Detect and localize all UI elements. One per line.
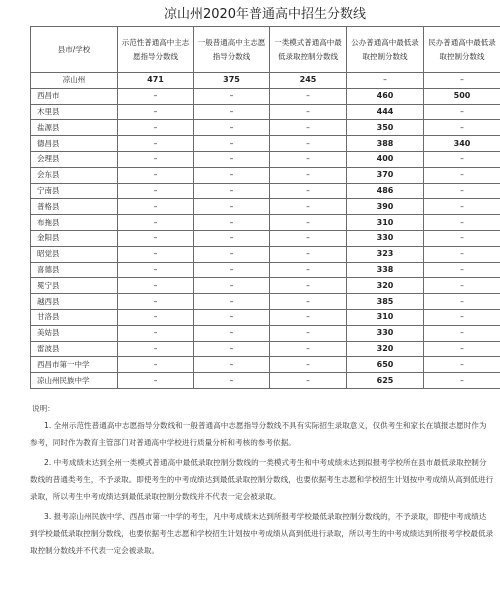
score-cell: – — [424, 73, 500, 89]
score-cell: – — [194, 341, 270, 357]
score-cell: – — [194, 136, 270, 152]
score-cell: – — [424, 246, 500, 262]
score-cell: – — [194, 262, 270, 278]
score-cell: – — [270, 120, 347, 136]
score-cell: – — [424, 357, 500, 373]
table-row — [31, 88, 500, 104]
score-cell: – — [424, 215, 500, 231]
score-cell: 486 — [347, 183, 424, 199]
note-item: 2. 中考成绩未达到全州一类模式普通高中最低录取控制分数线的一类模式考生和中考成绩未达到拟报考学校所在县市最低录取控制分数线的普通类考生，不予录取。即使考生的中考成绩达到最低录取控制分数线，也要依据考生志愿和学校招生计划按中考成绩从高到低进行录取，所以考生中考成绩达到最低录取控制分数线并不代表一定会被录取。 — [30, 458, 494, 501]
table-row — [31, 341, 500, 357]
score-cell: 320 — [347, 278, 424, 294]
score-cell: – — [118, 88, 194, 104]
score-cell: 320 — [347, 341, 424, 357]
score-cell: 471 — [118, 73, 194, 89]
score-cell: – — [118, 278, 194, 294]
score-cell: – — [424, 341, 500, 357]
score-cell: 310 — [347, 309, 424, 325]
score-cell: – — [194, 151, 270, 167]
score-cell: – — [270, 215, 347, 231]
score-cell: – — [194, 294, 270, 310]
score-cell: 330 — [347, 325, 424, 341]
score-cell: – — [424, 325, 500, 341]
table-row — [31, 199, 500, 215]
score-cell: – — [270, 325, 347, 341]
score-cell: – — [118, 167, 194, 183]
score-cell: 330 — [347, 230, 424, 246]
score-cell: – — [118, 215, 194, 231]
header-cell-private-high-school: 民办普通高中最低录取控制分数线 — [424, 27, 500, 73]
row-name-cell: 凉山州 — [31, 73, 118, 89]
score-cell: – — [424, 262, 500, 278]
row-name-cell: 西昌市第一中学 — [31, 357, 118, 373]
table-row — [31, 136, 500, 152]
score-cell: – — [194, 215, 270, 231]
score-cell: – — [270, 262, 347, 278]
score-cell: 340 — [424, 136, 500, 152]
score-cell: – — [118, 341, 194, 357]
score-cell: – — [270, 373, 347, 389]
notes-lead: 说明： — [32, 404, 55, 413]
page-title: 凉山州2020年普通高中招生分数线 — [163, 7, 367, 22]
table-row — [31, 151, 500, 167]
row-name-cell: 盐源县 — [31, 120, 118, 136]
table-row — [31, 230, 500, 246]
note-item: 3. 报考凉山州民族中学、西昌市第一中学的考生，凡中考成绩未达到所报考学校最低录取控制分数线的，不予录取，即使中考成绩达到学校最低录取控制分数线，也要依据考生志愿和学校招生计划按中考成绩从高到低进行录取，所以考生的中考成绩达到所报考学校最低录取控制分数线并不代表一定会被录取。 — [30, 512, 494, 555]
score-cell: – — [118, 246, 194, 262]
score-cell: – — [194, 167, 270, 183]
table-body — [31, 73, 500, 389]
score-cell: – — [194, 199, 270, 215]
score-cell: 385 — [347, 294, 424, 310]
table-row — [31, 325, 500, 341]
score-cell: 375 — [194, 73, 270, 89]
score-cell: – — [194, 230, 270, 246]
score-cell: – — [270, 294, 347, 310]
score-cell: 245 — [270, 73, 347, 89]
score-cell: – — [270, 167, 347, 183]
header-cell-class-one-mode: 一类模式普通高中最低录取控制分数线 — [270, 27, 347, 73]
row-name-cell: 布拖县 — [31, 215, 118, 231]
row-name-cell: 宁南县 — [31, 183, 118, 199]
row-name-cell: 金阳县 — [31, 230, 118, 246]
score-cell: 400 — [347, 151, 424, 167]
score-cell: – — [270, 183, 347, 199]
header-cell-public-high-school: 公办普通高中最低录取控制分数线 — [347, 27, 424, 73]
score-cell: – — [118, 262, 194, 278]
row-name-cell: 会东县 — [31, 167, 118, 183]
score-cell: 370 — [347, 167, 424, 183]
score-cell: 388 — [347, 136, 424, 152]
score-cell: – — [270, 151, 347, 167]
row-name-cell: 喜德县 — [31, 262, 118, 278]
score-cell: – — [270, 230, 347, 246]
score-cell: 650 — [347, 357, 424, 373]
header-cell-demo-high-school: 示范性普通高中主志愿指导分数线 — [118, 27, 194, 73]
table-row — [31, 262, 500, 278]
table-row — [31, 104, 500, 120]
score-cell: 323 — [347, 246, 424, 262]
row-name-cell: 甘洛县 — [31, 309, 118, 325]
score-cell: – — [118, 120, 194, 136]
row-name-cell: 普格县 — [31, 199, 118, 215]
row-name-cell: 雷波县 — [31, 341, 118, 357]
row-name-cell: 德昌县 — [31, 136, 118, 152]
score-cell: – — [270, 357, 347, 373]
table-row — [31, 357, 500, 373]
score-cell: – — [118, 183, 194, 199]
row-name-cell: 越西县 — [31, 294, 118, 310]
score-cell: – — [424, 373, 500, 389]
row-name-cell: 会理县 — [31, 151, 118, 167]
score-cell: – — [194, 183, 270, 199]
score-cell: – — [270, 278, 347, 294]
score-cell: – — [424, 104, 500, 120]
table-row — [31, 373, 500, 389]
score-cell: – — [118, 325, 194, 341]
table-row — [31, 309, 500, 325]
score-cell: – — [424, 167, 500, 183]
score-cell: – — [118, 230, 194, 246]
score-cell: – — [118, 104, 194, 120]
score-cell: – — [118, 199, 194, 215]
table-row — [31, 246, 500, 262]
score-cell: 390 — [347, 199, 424, 215]
score-cell: – — [270, 136, 347, 152]
score-cell: – — [424, 309, 500, 325]
score-cell: 310 — [347, 215, 424, 231]
table-row — [31, 215, 500, 231]
score-cell: – — [118, 136, 194, 152]
row-name-cell: 西昌市 — [31, 88, 118, 104]
score-cell: 338 — [347, 262, 424, 278]
score-cell: – — [270, 104, 347, 120]
score-cell: 625 — [347, 373, 424, 389]
table-row — [31, 294, 500, 310]
notes-list — [30, 417, 494, 559]
score-cell: – — [194, 88, 270, 104]
table-row — [31, 278, 500, 294]
notes-section — [30, 400, 494, 559]
score-cell: – — [194, 373, 270, 389]
row-name-cell: 冕宁县 — [31, 278, 118, 294]
table-row — [31, 120, 500, 136]
score-cell: – — [424, 183, 500, 199]
score-cell: – — [118, 373, 194, 389]
score-cell: – — [424, 230, 500, 246]
header-cell-general-high-school: 一般普通高中主志愿指导分数线 — [194, 27, 270, 73]
score-cell: – — [194, 278, 270, 294]
score-cell: – — [424, 278, 500, 294]
row-name-cell: 木里县 — [31, 104, 118, 120]
note-item: 1. 全州示范性普通高中志愿指导分数线和一般普通高中志愿指导分数线不具有实际招生录取意义，仅供考生和家长在填报志愿时作为参考，同时作为教育主管部门对普通高中学校进行质量分析和考核的参考依据。 — [30, 421, 487, 447]
score-cell: 350 — [347, 120, 424, 136]
row-name-cell: 美姑县 — [31, 325, 118, 341]
score-cell: – — [347, 73, 424, 89]
score-cell: – — [118, 151, 194, 167]
score-cell: – — [424, 199, 500, 215]
score-cell: – — [424, 294, 500, 310]
score-cell: – — [194, 309, 270, 325]
row-name-cell: 昭觉县 — [31, 246, 118, 262]
score-cell: – — [194, 246, 270, 262]
score-table — [30, 26, 500, 389]
score-cell: – — [270, 309, 347, 325]
score-cell: – — [424, 120, 500, 136]
score-cell: – — [270, 246, 347, 262]
score-cell: – — [270, 199, 347, 215]
score-cell: – — [270, 88, 347, 104]
score-cell: 444 — [347, 104, 424, 120]
table-row — [31, 73, 500, 89]
header-cell-region: 县市/学校 — [31, 27, 118, 73]
score-cell: 500 — [424, 88, 500, 104]
table-header-row — [31, 27, 500, 73]
table-row — [31, 167, 500, 183]
score-cell: – — [194, 325, 270, 341]
score-cell: – — [118, 294, 194, 310]
score-cell: – — [194, 120, 270, 136]
row-name-cell: 凉山州民族中学 — [31, 373, 118, 389]
score-cell: – — [194, 357, 270, 373]
score-cell: – — [424, 151, 500, 167]
score-cell: – — [118, 357, 194, 373]
table-row — [31, 183, 500, 199]
score-cell: – — [118, 309, 194, 325]
score-cell: – — [270, 341, 347, 357]
score-cell: – — [194, 104, 270, 120]
score-cell: 460 — [347, 88, 424, 104]
